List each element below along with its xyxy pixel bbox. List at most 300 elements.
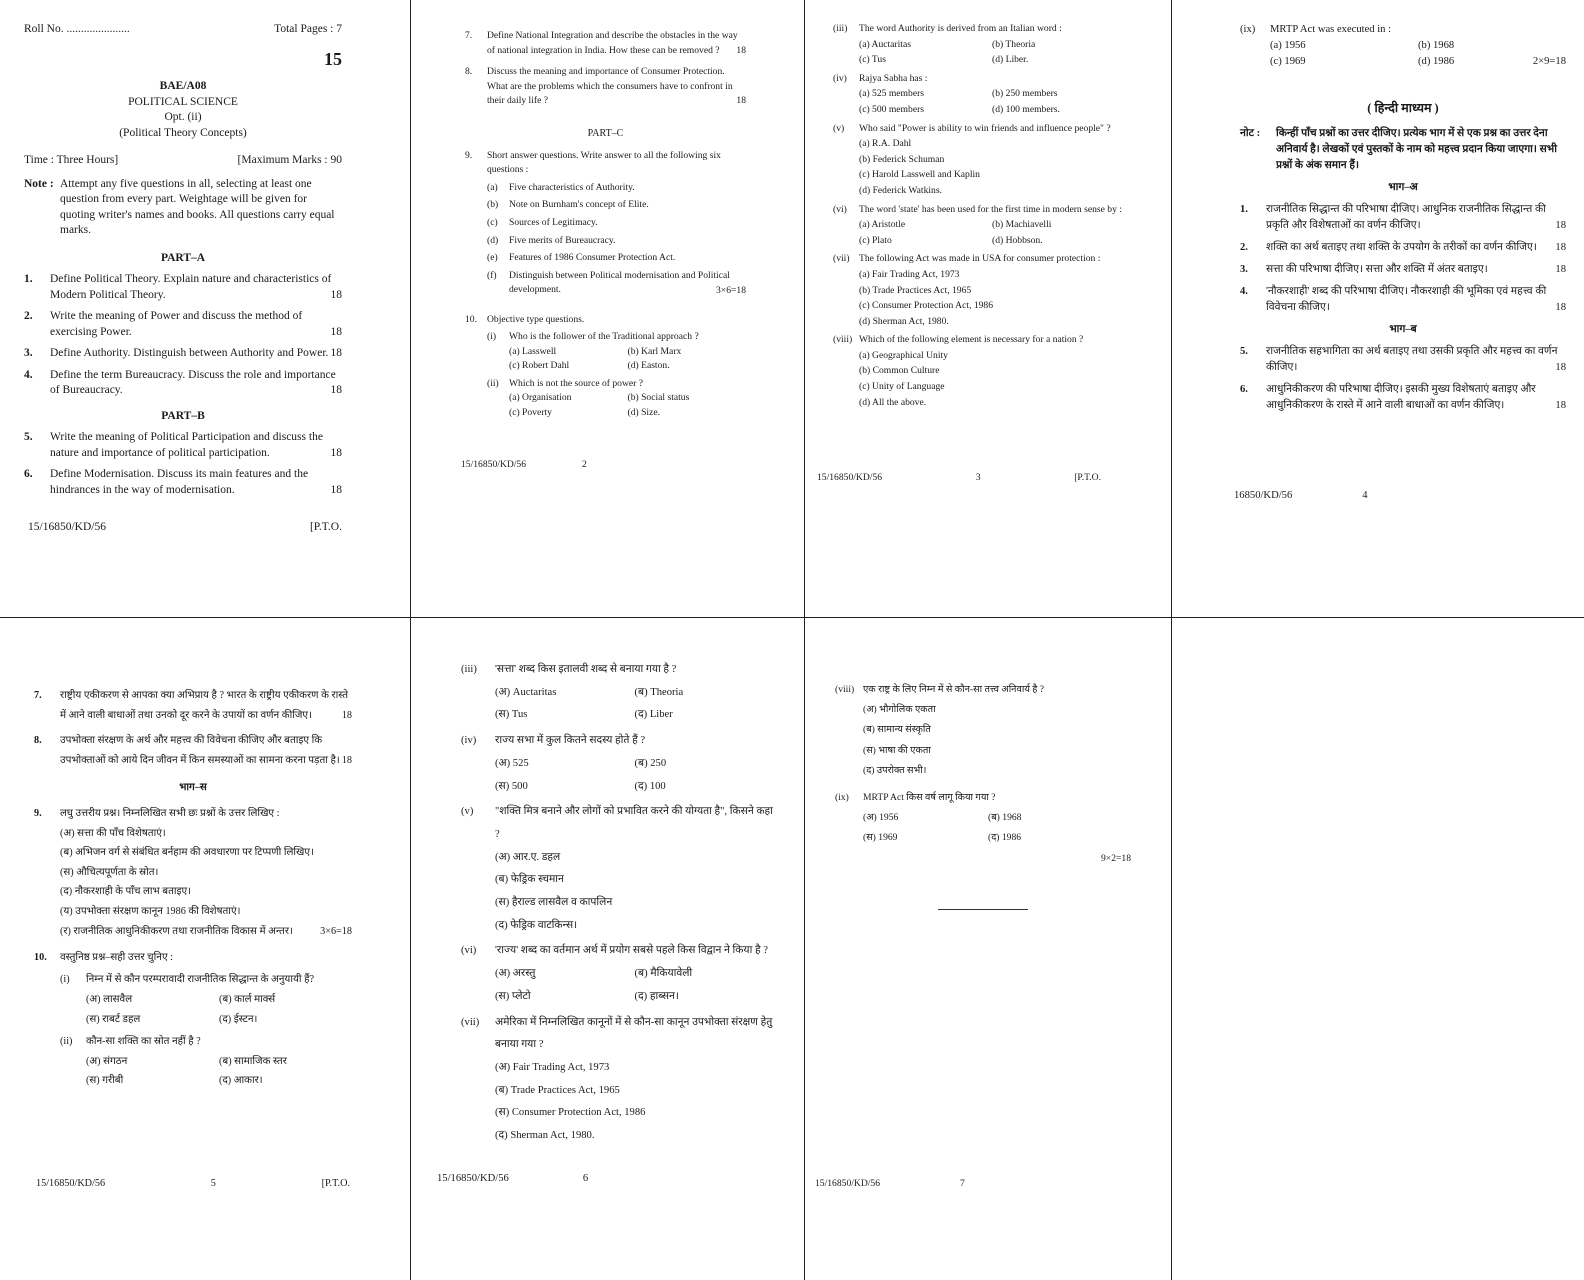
part-a-heading: PART–A [160,251,206,264]
question-text: उपभोक्ता संरक्षण के अर्थ और महत्त्व की विवेचना कीजिए और बताइए कि उपभोक्ताओं को आये दिन जीवन में किन समस्याओं का सामना करना पड़ता है। [60,735,340,766]
objective-text: The following Act was made in USA for consumer protection : [859,253,1101,265]
bhag-b-questions [1240,344,1566,414]
objective-body [86,1032,352,1091]
ix-number: (ix) [1240,24,1256,35]
ix-options [863,808,1131,848]
option: (द) ईस्टन। [219,1013,258,1025]
short-question: (द) नौकरशाही के पाँच लाभ बताइए। [60,886,192,898]
question-marks: 18 [736,44,746,56]
viii-option: (स) भाषा की एकता [863,744,931,756]
objective-text: Who said "Power is ability to win friends and influence people" ? [859,122,1111,134]
option: (d) Size. [627,407,661,419]
question-marks: 18 [341,754,352,766]
option: (स) हैराल्ड लासवैल व कापलिन [495,897,613,909]
roll-number: Roll No. ...................... [24,23,130,35]
page-2-footer [411,458,804,473]
page-4 [1172,0,1584,617]
short-question [487,234,746,249]
question-text: Define the term Bureaucracy. Discuss the role and importance of Bureaucracy. [50,368,336,396]
objective-text: The word Authority is derived from an Italian word : [859,23,1062,34]
objective-number: (i) [60,974,70,986]
question-number: 8. [465,66,473,78]
objective-text: Which is not the source of power ? [509,377,644,389]
question [465,65,746,109]
option: (द) Sherman Act, 1980. [495,1130,595,1142]
viii-text: एक राष्ट्र के लिए निम्न में से कौन-सा तत्त्व अनिवार्य है ? [863,684,1045,695]
option: (d) 1986 [1418,56,1455,67]
question-text: 'नौकरशाही' शब्द की परिभाषा दीजिए। नौकरशाही की भूमिका एवं महत्त्व की विवेचना कीजिए। [1266,286,1547,313]
short-question: (य) उपभोक्ता संरक्षण कानून 1986 की विशेषताएं। [60,905,241,917]
page-1-footer [0,520,410,536]
objective-question [833,332,1125,410]
question-marks: 18 [341,709,352,721]
option: (स) Consumer Protection Act, 1986 [495,1107,646,1119]
page-number: 3 [975,472,981,483]
option: (d) Sherman Act, 1980. [859,315,949,327]
option: (b) 250 members [992,88,1058,100]
question-marks: 18 [1555,302,1566,313]
question-number: 7. [465,30,473,41]
page-1 [0,0,410,617]
question-number: 1. [1240,204,1248,215]
question-text: Define Political Theory. Explain nature and characteristics of Modern Political Theory. [50,273,332,301]
objective-number: (ii) [487,377,499,389]
option: (b) Federick Schuman [859,153,945,165]
question [24,368,342,399]
short-question: (स) औचित्यपूर्णता के स्रोत। [60,866,159,878]
objective-text: राज्य सभा में कुल कितने सदस्य होते हैं ? [495,735,646,747]
option: (अ) आर.ए. डहल [495,851,561,863]
question-number: 6. [1240,384,1248,395]
objective-question [833,71,1125,118]
q9-hindi [34,804,352,942]
options-grid [495,963,774,1008]
page-3-footer [805,470,1171,486]
short-question [487,181,746,196]
question-number: 8. [34,735,42,747]
question-text: Define Authority. Distinguish between Authority and Power. [50,347,329,359]
page-5 [0,618,410,1280]
option: (द) आकार। [219,1075,263,1087]
option: (b) Theoria [992,38,1036,50]
option: (ब) Theoria [634,686,684,698]
option: (c) Consumer Protection Act, 1986 [859,300,994,312]
question-marks: 18 [1555,220,1566,231]
question-body [50,368,342,399]
footer-code: 15/16850/KD/56 [36,1178,106,1189]
short-question-letter: (a) [487,181,498,193]
time: Time : Three Hours] [24,154,119,166]
question-marks: 18 [1555,362,1566,373]
objective-body [859,121,1125,199]
option: (a) 1956 [1270,40,1306,51]
subject: POLITICAL SCIENCE [128,95,238,108]
short-question-text: Note on Burnham's concept of Elite. [509,199,649,211]
objective-number: (iii) [833,23,848,34]
objective-body [495,801,774,937]
objective-question [461,730,774,798]
part-b-heading: PART–B [161,409,205,422]
question-number: 1. [24,273,33,285]
question-text: Define Modernisation. Discuss its main features and the hindrances in the way of modernisation. [50,468,309,496]
viii-option: (ब) सामान्य संस्कृति [863,724,931,736]
q10-number: 10. [465,313,477,325]
page-number: 4 [1362,490,1368,501]
option: (c) 1969 [1270,56,1306,67]
option: (ब) 250 [634,757,667,769]
option: (c) Harold Lasswell and Kaplin [859,169,980,181]
objective-body [859,71,1125,118]
footer-code: 15/16850/KD/56 [461,459,527,470]
option: (b) Trade Practices Act, 1965 [859,284,972,296]
options-grid [509,345,746,374]
objective-body [495,659,774,727]
page-2-questions [465,29,746,109]
objective-text: 'सत्ता' शब्द किस इतालवी शब्द से बनाया गया है ? [495,664,677,675]
option: (d) 100 members. [992,103,1060,115]
objective-text: 'राज्य' शब्द का वर्तमान अर्थ में प्रयोग सबसे पहले किस विद्वान ने किया है ? [495,945,768,957]
option: (स) 500 [495,780,528,792]
footer-code: 15/16850/KD/56 [817,472,883,483]
question-text: आधुनिकीकरण की परिभाषा दीजिए। इसकी मुख्य विशेषताएं बताइए और आधुनिकीकरण के रास्ते में आने वाली बाधाओं का वर्णन कीजिए। [1266,384,1536,411]
options-grid [86,1052,352,1091]
question-number: 6. [24,468,33,480]
pto: [P.T.O. [321,1178,350,1189]
max-marks: [Maximum Marks : 90 [237,154,342,166]
question-number: 4. [24,368,33,381]
footer-code: 15/16850/KD/56 [28,521,106,533]
question-marks: 18 [736,95,746,107]
option: (स) गरीबी [86,1075,124,1087]
page-7-footer [805,1174,1171,1194]
question-number: 3. [24,347,33,359]
question [1240,344,1566,376]
question-marks: 18 [330,325,342,338]
objective-body [495,730,774,798]
question [1240,262,1566,278]
objective-number: (v) [461,806,474,818]
question-number: 4. [1240,286,1248,297]
question [24,467,342,498]
option: (a) Organisation [509,392,572,404]
q10-items [487,330,746,421]
objective-body [86,970,352,1029]
short-question-letter: (c) [487,216,498,228]
objective-body [495,1012,774,1148]
ix-text: MRTP Act was executed in : [1270,24,1392,35]
options-grid [859,37,1125,68]
question [24,272,342,303]
ix-text: MRTP Act किस वर्ष लागू किया गया ? [863,792,996,804]
objective-body [859,332,1125,410]
option: (b) 1968 [1418,40,1455,51]
objective-question [461,801,774,937]
question-text: राष्ट्रीय एकीकरण से आपका क्या अभिप्राय है ? भारत के राष्ट्रीय एकीकरण के रास्ते में आने वाली बाधाओं तथा उनको दूर करने के उपायों का वर्णन कीजिए। [60,690,349,721]
question-number: 5. [1240,346,1248,357]
viii-option: (द) उपरोक्त सभी। [863,764,927,776]
question-body [487,65,746,109]
option: (द) 1986 [988,832,1022,844]
objective-text: अमेरिका में निम्नलिखित कानूनों में से कौन-सा कानून उपभोक्ता संरक्षण हेतु बनाया गया ? [495,1016,773,1051]
option: (b) Karl Marx [627,345,682,357]
ix-marks: 9×2=18 [1100,852,1131,864]
question [24,346,342,362]
option: (d) Easton. [627,360,670,372]
question [1240,382,1566,414]
objective-number: (iii) [461,664,477,675]
option: (a) Geographical Unity [859,349,948,361]
objective-question [833,121,1125,199]
objective-number: (ii) [60,1036,73,1048]
question-text: सत्ता की परिभाषा दीजिए। सत्ता और शक्ति में अंतर बताइए। [1266,264,1488,275]
bhag-a-heading: भाग–अ [1388,182,1418,193]
option: (द) Liber [634,709,673,721]
viii-option: (अ) भौगोलिक एकता [863,704,936,716]
short-question-letter: (d) [487,234,499,246]
option: (c) Unity of Language [859,381,945,393]
option: (d) Hobbson. [992,234,1043,246]
hindi-note [1240,126,1566,174]
question [24,309,342,340]
question-number: 5. [24,431,33,443]
question-body [1266,344,1566,376]
q10 [465,313,746,421]
q9 [465,149,746,299]
short-question-text: Features of 1986 Consumer Protection Act. [509,252,676,264]
question-marks: 18 [330,483,342,496]
question-text: Write the meaning of Power and discuss the method of exercising Power. [50,310,303,338]
page-3 [805,0,1171,617]
option: (c) Tus [859,54,886,66]
objective-number: (v) [833,122,845,134]
option: (c) Robert Dahl [509,360,570,372]
question-marks: 18 [330,347,342,359]
short-question-text: Five merits of Bureaucracy. [509,234,616,246]
option: (स) राबर्ट डहल [86,1013,141,1025]
option: (a) Auctaritas [859,38,911,50]
option: (a) Aristotle [859,219,906,231]
part-c-heading: PART–C [587,127,624,139]
page-5-footer [0,1174,410,1194]
question [1240,202,1566,234]
q9-number: 9. [465,149,473,161]
pto: [P.T.O. [309,521,342,533]
short-question-text: Five characteristics of Authority. [509,181,635,193]
objective-body [495,940,774,1008]
page-number: 6 [582,1173,589,1184]
question-text: राजनीतिक सिद्धान्त की परिभाषा दीजिए। आधुनिक राजनीतिक सिद्धान्त की प्रकृति और विशेषताओं का वर्णन कीजिए। [1266,204,1546,231]
part-b-questions [24,430,342,498]
objective-text: Which of the following element is necessary for a nation ? [859,334,1084,346]
question [465,29,746,58]
option: (a) 525 members [859,88,925,100]
options-grid [859,217,1125,248]
question-body [1266,202,1566,234]
page-4-footer [1172,488,1584,504]
option: (ब) सामाजिक स्तर [219,1055,287,1067]
option: (d) Federick Watkins. [859,184,942,196]
option: (c) Plato [859,234,892,246]
objective-question [833,21,1125,68]
option: (द) हाब्सन। [634,990,679,1002]
option: (b) Social status [627,392,690,404]
question-number: 2. [1240,242,1248,253]
page-number: 2 [582,459,587,470]
question-text: राजनीतिक सहभागिता का अर्थ बताइए तथा उसकी प्रकृति और महत्त्व का वर्णन कीजिए। [1266,346,1558,373]
question-number: 3. [1240,264,1248,275]
objective-number: (vii) [461,1016,480,1028]
footer-code: 15/16850/KD/56 [815,1178,881,1189]
ix-options [1270,38,1566,70]
hindi-medium-title: ( हिन्दी माध्यम ) [1367,101,1439,115]
option: (a) Lasswell [509,345,557,357]
page-7 [805,618,1171,1280]
page-3-items [833,21,1125,410]
pto: [P.T.O. [1074,472,1101,483]
question-number: 7. [34,690,42,701]
question-marks: 18 [330,288,342,301]
objective-number: (vii) [833,253,850,265]
footer-code: 15/16850/KD/56 [437,1173,509,1184]
question-body [50,467,342,498]
note-label: Note : [24,177,54,190]
question [34,731,352,770]
q9-marks: 3×6=18 [320,926,352,938]
option: (ब) 1968 [988,812,1022,824]
question-body [50,430,342,461]
options-grid [859,86,1125,117]
concepts: (Political Theory Concepts) [119,126,247,139]
page-5-questions [34,686,352,770]
short-question [487,198,746,213]
short-question [487,269,746,298]
option: (स) Tus [495,709,528,721]
objective-number: (vi) [833,203,847,215]
question-body [1266,284,1566,316]
objective-number: (viii) [833,334,853,346]
options-grid [86,990,352,1029]
q9-text: लघु उत्तरीय प्रश्न। निम्नलिखित सभी छः प्रश्नों के उत्तर लिखिए : [60,807,280,819]
page-6-items [461,659,774,1148]
question-body [50,272,342,303]
page-2 [411,0,804,617]
objective-body [859,251,1125,329]
question-marks: 18 [1555,242,1566,253]
options-grid [495,753,774,798]
q9-number: 9. [34,807,42,819]
short-question-text: Sources of Legitimacy. [509,216,598,228]
objective-body [859,202,1125,249]
question-marks: 18 [1555,400,1566,411]
option: (ब) मैकियावेली [634,968,693,980]
page-number: 5 [210,1178,216,1189]
q10-number: 10. [34,951,47,963]
option: (द) 100 [634,780,666,792]
question [34,686,352,725]
bhag-a-questions [1240,202,1566,316]
short-question-text: Distinguish between Political modernisation and Political development. [509,269,730,296]
option: (d) Liber. [992,54,1029,66]
objective-question [461,659,774,727]
short-question-letter: (f) [487,269,497,281]
short-question: (र) राजनीतिक आधुनिकीकरण तथा राजनीतिक विकास में अन्तर। [60,925,293,937]
option: (स) प्लेटो [495,990,531,1002]
q9-items [487,181,746,298]
ix-question [1240,22,1566,70]
question-text: Define National Integration and describe the obstacles in the way of national integration in India. How these can be removed ? [487,30,738,56]
objective-text: कौन-सा शक्ति का स्रोत नहीं है ? [86,1036,201,1048]
q10-hindi [34,948,352,1091]
objective-number: (vi) [461,945,477,957]
question-number: 2. [24,310,33,322]
page-number: 7 [960,1178,965,1189]
option: (अ) संगठन [86,1055,128,1067]
page-6-footer [411,1168,804,1191]
end-rule [938,909,1028,910]
question-marks: 18 [330,384,342,396]
options-grid [495,682,774,727]
ix-question [835,788,1131,869]
viii-number: (viii) [835,684,855,695]
option: (ब) फेड्रिक स्चमान [495,874,564,886]
part-a-questions [24,272,342,399]
option: (अ) 525 [495,757,529,769]
total-pages: Total Pages : 7 [274,23,342,35]
short-question-letter: (e) [487,252,498,264]
page-6 [411,618,804,1280]
option: (b) Machiavelli [992,219,1052,231]
option: (ब) Trade Practices Act, 1965 [495,1084,620,1096]
option: (अ) अरस्तु [495,968,536,980]
short-question [487,216,746,231]
question-text: शक्ति का अर्थ बताइए तथा शक्ति के उपयोग के तरीकों का वर्णन कीजिए। [1266,242,1537,253]
option: (अ) Auctaritas [495,686,557,698]
question-text: Discuss the meaning and importance of Consumer Protection. What are the problems which the consumers have to confront in their daily life ? [487,66,733,107]
objective-text: निम्न में से कौन परम्परावादी राजनीतिक सिद्धान्त के अनुयायी हैं? [86,974,315,986]
question-body [60,686,352,725]
time-marks-row [24,153,342,169]
question-body [1266,262,1566,278]
short-question: (ब) अभिजन वर्ग से संबंधित बर्नहाम की अवधारणा पर टिप्पणी लिखिए। [60,847,314,859]
question-body [1266,382,1566,414]
objective-body [509,330,746,374]
option: (a) R.A. Dahl [859,138,912,150]
option: (d) All the above. [859,396,927,408]
question [24,430,342,461]
big-number: 15 [324,48,342,69]
option: (अ) लासवैल [86,993,133,1005]
options-grid [509,391,746,420]
objective-text: The word 'state' has been used for the first time in modern sense by : [859,203,1122,215]
question-marks: 18 [1555,264,1566,275]
question-marks: 18 [330,446,342,459]
option: (स) 1969 [863,832,898,844]
ix-marks: 2×9=18 [1532,56,1566,67]
option: (ब) कार्ल मार्क्स [219,993,276,1005]
question-body [50,309,342,340]
q10-text: वस्तुनिष्ठ प्रश्न–सही उत्तर चुनिए : [60,951,173,963]
q10-items [60,970,352,1091]
option: (a) Fair Trading Act, 1973 [859,268,960,280]
note-text: किन्हीं पाँच प्रश्नों का उत्तर दीजिए। प्रत्येक भाग में से एक प्रश्न का उत्तर देना अनिवार्य है। लेखकों एवं पुस्तकों के नाम को महत्त्व प्रदान किया जाएगा। सभी प्रश्नों के अंक समान हैं। [1276,128,1557,171]
objective-text: "शक्ति मित्र बनाने और लोगों को प्रभावित करने की योग्यता है", किसने कहा ? [495,806,773,840]
question [1240,240,1566,256]
short-question [487,251,746,266]
objective-body [859,21,1125,68]
question-body [487,29,746,58]
note-label: नोट : [1240,128,1261,139]
objective-number: (iv) [461,735,477,747]
